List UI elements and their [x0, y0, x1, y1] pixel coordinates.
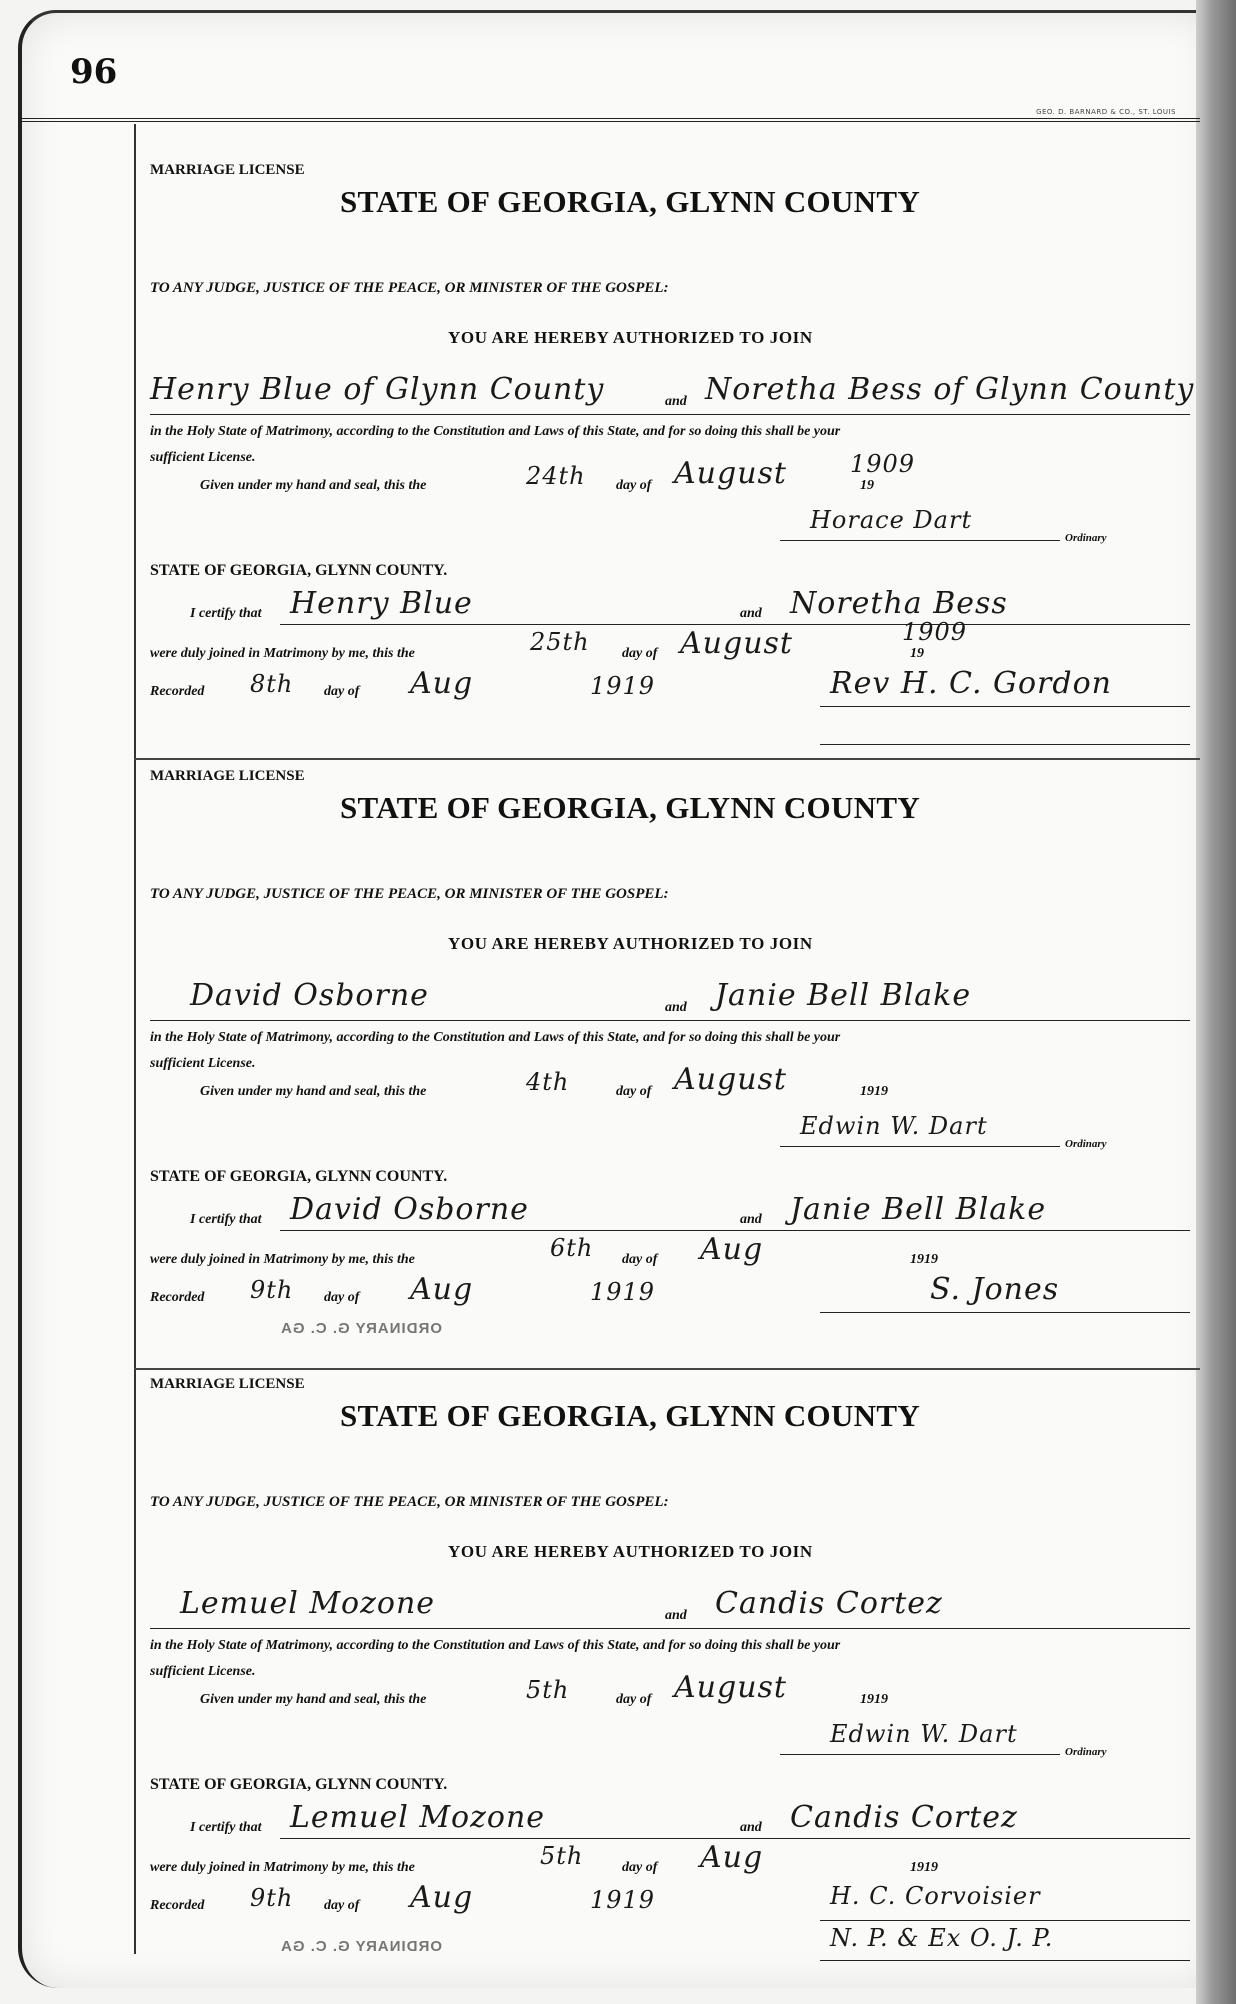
certify-text: I certify that — [190, 1212, 262, 1227]
officiant-signature: H. C. Corvoisier — [830, 1882, 1041, 1910]
recorded-year: 1919 — [590, 1886, 656, 1914]
body-line-1: in the Holy State of Matrimony, according to the Constitution and Laws of this State, and for so doing this shall be your — [150, 424, 841, 439]
entry-separator — [134, 1368, 1200, 1370]
given-year-print: 1919 — [860, 1692, 888, 1707]
address-line: TO ANY JUDGE, JUSTICE OF THE PEACE, OR MINISTER OF THE GOSPEL: — [150, 280, 669, 296]
officiant-line — [820, 1920, 1190, 1921]
joined-day-of: day of — [622, 1252, 658, 1267]
officiant-line-2 — [820, 744, 1190, 745]
marriage-entry-3 — [150, 1376, 1200, 1966]
ordinary-label: Ordinary — [1065, 1138, 1107, 1150]
joined-year-hand: 1909 — [902, 618, 968, 646]
given-month: August — [674, 1062, 787, 1097]
joined-month: Aug — [700, 1232, 764, 1267]
names-line — [150, 1628, 1190, 1629]
body-line-2: sufficient License. — [150, 450, 256, 465]
day-of: day of — [616, 1692, 652, 1707]
given-month: August — [674, 1670, 787, 1705]
authorized-line: YOU ARE HEREBY AUTHORIZED TO JOIN — [448, 328, 813, 347]
given-text: Given under my hand and seal, this the — [200, 1084, 427, 1099]
joined-day: 25th — [530, 628, 590, 656]
recorded-day: 8th — [250, 670, 294, 698]
body-line-1: in the Holy State of Matrimony, according to the Constitution and Laws of this State, and for so doing this shall be your — [150, 1030, 841, 1045]
ordinary-signature: Horace Dart — [810, 506, 973, 534]
joined-text: were duly joined in Matrimony by me, this the — [150, 1860, 415, 1875]
entry-separator — [134, 758, 1200, 760]
given-text: Given under my hand and seal, this the — [200, 478, 427, 493]
state-title: STATE OF GEORGIA, GLYNN COUNTY — [340, 790, 921, 825]
page-number: 96 — [70, 52, 118, 92]
joined-text: were duly joined in Matrimony by me, this the — [150, 646, 415, 661]
and-word: and — [665, 394, 687, 409]
given-year-hand: 1909 — [850, 450, 916, 478]
body-line-2: sufficient License. — [150, 1056, 256, 1071]
cert-names-line — [280, 624, 1190, 625]
cert-and: and — [740, 1820, 762, 1835]
cert-names-line — [280, 1230, 1190, 1231]
joined-year-print: 19 — [910, 646, 924, 661]
and-word: and — [665, 1000, 687, 1015]
recorded-day: 9th — [250, 1884, 294, 1912]
address-line: TO ANY JUDGE, JUSTICE OF THE PEACE, OR MINISTER OF THE GOSPEL: — [150, 886, 669, 902]
given-day: 4th — [526, 1068, 570, 1096]
cert-and: and — [740, 1212, 762, 1227]
given-month: August — [674, 456, 787, 491]
recorded-day-of: day of — [324, 1898, 360, 1913]
bride-name: Candis Cortez — [715, 1586, 943, 1621]
margin-rule — [134, 124, 136, 1954]
signature-line — [780, 1146, 1060, 1147]
cert-bride: Janie Bell Blake — [790, 1192, 1047, 1227]
officiant-signature: Rev H. C. Gordon — [830, 666, 1112, 701]
cert-bride: Candis Cortez — [790, 1800, 1018, 1835]
names-line — [150, 1020, 1190, 1021]
joined-day-of: day of — [622, 646, 658, 661]
ordinary-label: Ordinary — [1065, 1746, 1107, 1758]
recorded-day: 9th — [250, 1276, 294, 1304]
cert-bride: Noretha Bess — [790, 586, 1008, 621]
bride-name: Noretha Bess of Glynn County — [705, 372, 1195, 407]
joined-day: 5th — [540, 1842, 584, 1870]
recorded-label: Recorded — [150, 1290, 205, 1305]
body-line-1: in the Holy State of Matrimony, according to the Constitution and Laws of this State, and for so doing this shall be your — [150, 1638, 841, 1653]
cert-title: STATE OF GEORGIA, GLYNN COUNTY. — [150, 1776, 448, 1793]
address-line: TO ANY JUDGE, JUSTICE OF THE PEACE, OR MINISTER OF THE GOSPEL: — [150, 1494, 669, 1510]
state-title: STATE OF GEORGIA, GLYNN COUNTY — [340, 184, 921, 219]
signature-line — [780, 540, 1060, 541]
officiant-signature: S. Jones — [930, 1272, 1060, 1307]
printer-mark: GEO. D. BARNARD & CO., ST. LOUIS — [1036, 108, 1176, 116]
recorded-year: 1919 — [590, 672, 656, 700]
certify-text: I certify that — [190, 1820, 262, 1835]
marriage-entry-2 — [150, 768, 1200, 1358]
joined-day: 6th — [550, 1234, 594, 1262]
body-line-2: sufficient License. — [150, 1664, 256, 1679]
license-label: MARRIAGE LICENSE — [150, 162, 305, 178]
joined-month: August — [680, 626, 793, 661]
groom-name: Lemuel Mozone — [180, 1586, 436, 1621]
joined-year-print: 1919 — [910, 1860, 938, 1875]
cert-title: STATE OF GEORGIA, GLYNN COUNTY. — [150, 562, 448, 579]
top-rule — [22, 118, 1200, 122]
ordinary-stamp: ORDINARY G. C. GA — [280, 1320, 443, 1337]
and-word: and — [665, 1608, 687, 1623]
recorded-label: Recorded — [150, 1898, 205, 1913]
authorized-line: YOU ARE HEREBY AUTHORIZED TO JOIN — [448, 1542, 813, 1561]
ordinary-signature: Edwin W. Dart — [830, 1720, 1018, 1748]
given-text: Given under my hand and seal, this the — [200, 1692, 427, 1707]
recorded-month: Aug — [410, 666, 474, 701]
given-day: 24th — [526, 462, 586, 490]
ordinary-stamp: ORDINARY G. C. GA — [280, 1938, 443, 1955]
names-line — [150, 414, 1190, 415]
authorized-line: YOU ARE HEREBY AUTHORIZED TO JOIN — [448, 934, 813, 953]
recorded-day-of: day of — [324, 1290, 360, 1305]
joined-month: Aug — [700, 1840, 764, 1875]
ordinary-signature: Edwin W. Dart — [800, 1112, 988, 1140]
state-title: STATE OF GEORGIA, GLYNN COUNTY — [340, 1398, 921, 1433]
signature-line — [780, 1754, 1060, 1755]
license-label: MARRIAGE LICENSE — [150, 1376, 305, 1392]
marriage-entry-1 — [150, 162, 1200, 752]
certify-text: I certify that — [190, 606, 262, 621]
groom-name: David Osborne — [190, 978, 429, 1013]
cert-names-line — [280, 1838, 1190, 1839]
joined-text: were duly joined in Matrimony by me, this the — [150, 1252, 415, 1267]
ordinary-label: Ordinary — [1065, 532, 1107, 544]
officiant-title: N. P. & Ex O. J. P. — [830, 1924, 1054, 1952]
given-day: 5th — [526, 1676, 570, 1704]
officiant-line-2 — [820, 1960, 1190, 1961]
given-year-print: 19 — [860, 478, 874, 493]
officiant-line — [820, 706, 1190, 707]
recorded-year: 1919 — [590, 1278, 656, 1306]
groom-name: Henry Blue of Glynn County — [150, 372, 605, 407]
officiant-line — [820, 1312, 1190, 1313]
cert-groom: Lemuel Mozone — [290, 1800, 546, 1835]
recorded-label: Recorded — [150, 684, 205, 699]
given-year-print: 1919 — [860, 1084, 888, 1099]
license-label: MARRIAGE LICENSE — [150, 768, 305, 784]
recorded-day-of: day of — [324, 684, 360, 699]
recorded-month: Aug — [410, 1272, 474, 1307]
bride-name: Janie Bell Blake — [715, 978, 972, 1013]
cert-and: and — [740, 606, 762, 621]
cert-groom: Henry Blue — [290, 586, 473, 621]
book-edge — [1196, 0, 1236, 2004]
recorded-month: Aug — [410, 1880, 474, 1915]
joined-year-print: 1919 — [910, 1252, 938, 1267]
day-of: day of — [616, 1084, 652, 1099]
joined-day-of: day of — [622, 1860, 658, 1875]
cert-groom: David Osborne — [290, 1192, 529, 1227]
day-of: day of — [616, 478, 652, 493]
cert-title: STATE OF GEORGIA, GLYNN COUNTY. — [150, 1168, 448, 1185]
